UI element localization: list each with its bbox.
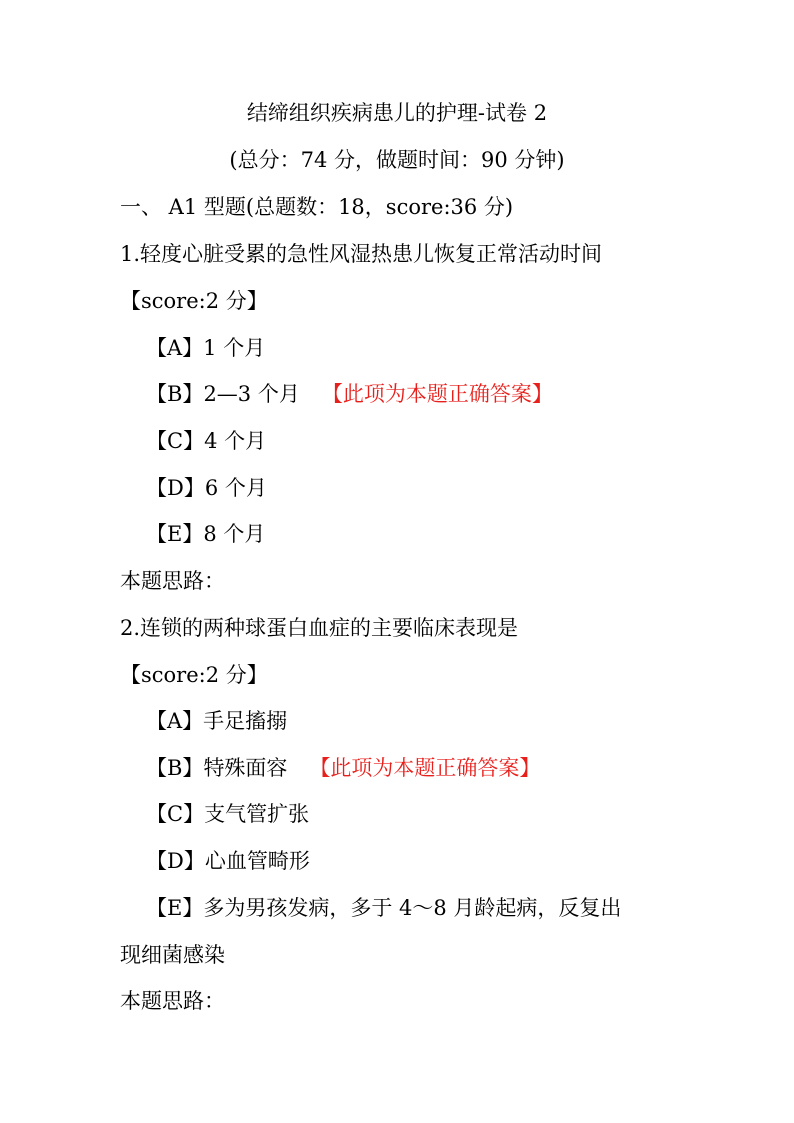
option-d xyxy=(146,847,310,875)
option-label: 【C】 xyxy=(146,429,205,453)
question-stem: 2.连锁的两种球蛋白血症的主要临床表现是 xyxy=(120,616,519,640)
option-text: 手足搐搦 xyxy=(203,709,288,733)
option-text: 多为男孩发病，多于 4～8 月龄起病，反复出 xyxy=(203,896,622,920)
option-e-continuation: 现细菌感染 xyxy=(120,943,225,967)
option-label: 【A】 xyxy=(146,336,204,360)
document-title: 结缔组织疾病患儿的护理-试卷 2 xyxy=(246,101,548,125)
option-text: 6 个月 xyxy=(204,476,267,500)
option-text: 支气管扩张 xyxy=(204,802,310,826)
option-b xyxy=(146,380,553,408)
option-label: 【E】 xyxy=(146,896,204,920)
correct-answer-note: 【此项为本题正确答案】 xyxy=(321,382,553,406)
option-b xyxy=(146,754,540,782)
option-a xyxy=(146,334,265,362)
option-text: 2—3 个月 xyxy=(203,382,300,406)
question-analysis: 本题思路： xyxy=(120,989,225,1013)
option-d xyxy=(146,474,267,502)
option-label: 【A】 xyxy=(146,709,204,733)
question-score: 【score:2 分】 xyxy=(120,663,268,687)
option-text: 特殊面容 xyxy=(203,756,288,780)
question-analysis: 本题思路： xyxy=(120,569,225,593)
option-label: 【D】 xyxy=(146,476,205,500)
option-c xyxy=(146,800,309,828)
option-label: 【C】 xyxy=(146,802,205,826)
option-e xyxy=(146,520,265,548)
option-label: 【B】 xyxy=(146,382,204,406)
correct-answer-note: 【此项为本题正确答案】 xyxy=(309,756,541,780)
option-text: 4 个月 xyxy=(204,429,267,453)
option-text: 8 个月 xyxy=(203,522,266,546)
document-subtitle: (总分：74 分，做题时间：90 分钟) xyxy=(229,148,565,172)
section-heading: 一、 A1 型题(总题数：18，score:36 分) xyxy=(120,195,514,219)
option-a xyxy=(146,707,287,735)
option-label: 【D】 xyxy=(146,849,205,873)
question-stem: 1.轻度心脏受累的急性风湿热患儿恢复正常活动时间 xyxy=(120,242,603,266)
question-score: 【score:2 分】 xyxy=(120,289,268,313)
option-label: 【E】 xyxy=(146,522,204,546)
option-text: 1 个月 xyxy=(203,336,266,360)
option-e xyxy=(146,894,621,922)
option-label: 【B】 xyxy=(146,756,204,780)
option-text: 心血管畸形 xyxy=(204,849,310,873)
option-c xyxy=(146,427,266,455)
